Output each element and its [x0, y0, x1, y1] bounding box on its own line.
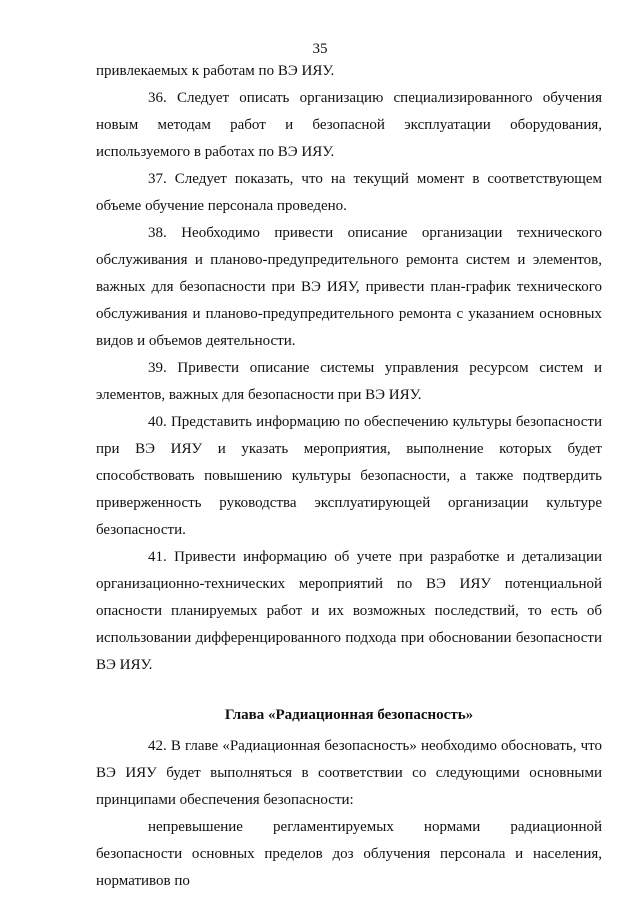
page-number: 35 [312, 41, 328, 57]
paragraph-continuation: привлекаемых к работам по ВЭ ИЯУ. [96, 63, 335, 79]
paragraph-41: 41. Привести информацию об учете при разработке и детализации организационно-технических мероприятий по ВЭ ИЯУ потенциальной опасности планируемых работ и их возможных последствий, то есть об использовании дифференцированного подхода при обосновании безопасности ВЭ ИЯУ. [96, 549, 602, 673]
document-body [96, 58, 602, 895]
paragraph-38: 38. Необходимо привести описание организации технического обслуживания и планово-предупредительного ремонта систем и элементов, важных для безопасности при ВЭ ИЯУ, привести план-график технического обслуживания и планово-предупредительного ремонта с указанием основных видов и объемов деятельности. [96, 225, 602, 349]
paragraph-40: 40. Представить информацию по обеспечению культуры безопасности при ВЭ ИЯУ и указать мероприятия, выполнение которых будет способствовать повышению культуры безопасности, а также подтвердить приверженность руководства эксплуатирующей организации культуре безопасности. [96, 414, 602, 538]
paragraph-39: 39. Привести описание системы управления ресурсом систем и элементов, важных для безопасности при ВЭ ИЯУ. [96, 360, 602, 403]
paragraph-list-item: непревышение регламентируемых нормами радиационной безопасности основных пределов доз облучения персонала и населения, нормативов по [96, 819, 602, 889]
paragraph-42: 42. В главе «Радиационная безопасность» необходимо обосновать, что ВЭ ИЯУ будет выполняться в соответствии со следующими основными принципами обеспечения безопасности: [96, 738, 602, 808]
paragraph-36: 36. Следует описать организацию специализированного обучения новым методам работ и безопасной эксплуатации оборудования, используемого в работах по ВЭ ИЯУ. [96, 90, 602, 160]
paragraph-37: 37. Следует показать, что на текущий момент в соответствующем объеме обучение персонала проведено. [96, 171, 602, 214]
chapter-heading: Глава «Радиационная безопасность» [224, 707, 474, 723]
